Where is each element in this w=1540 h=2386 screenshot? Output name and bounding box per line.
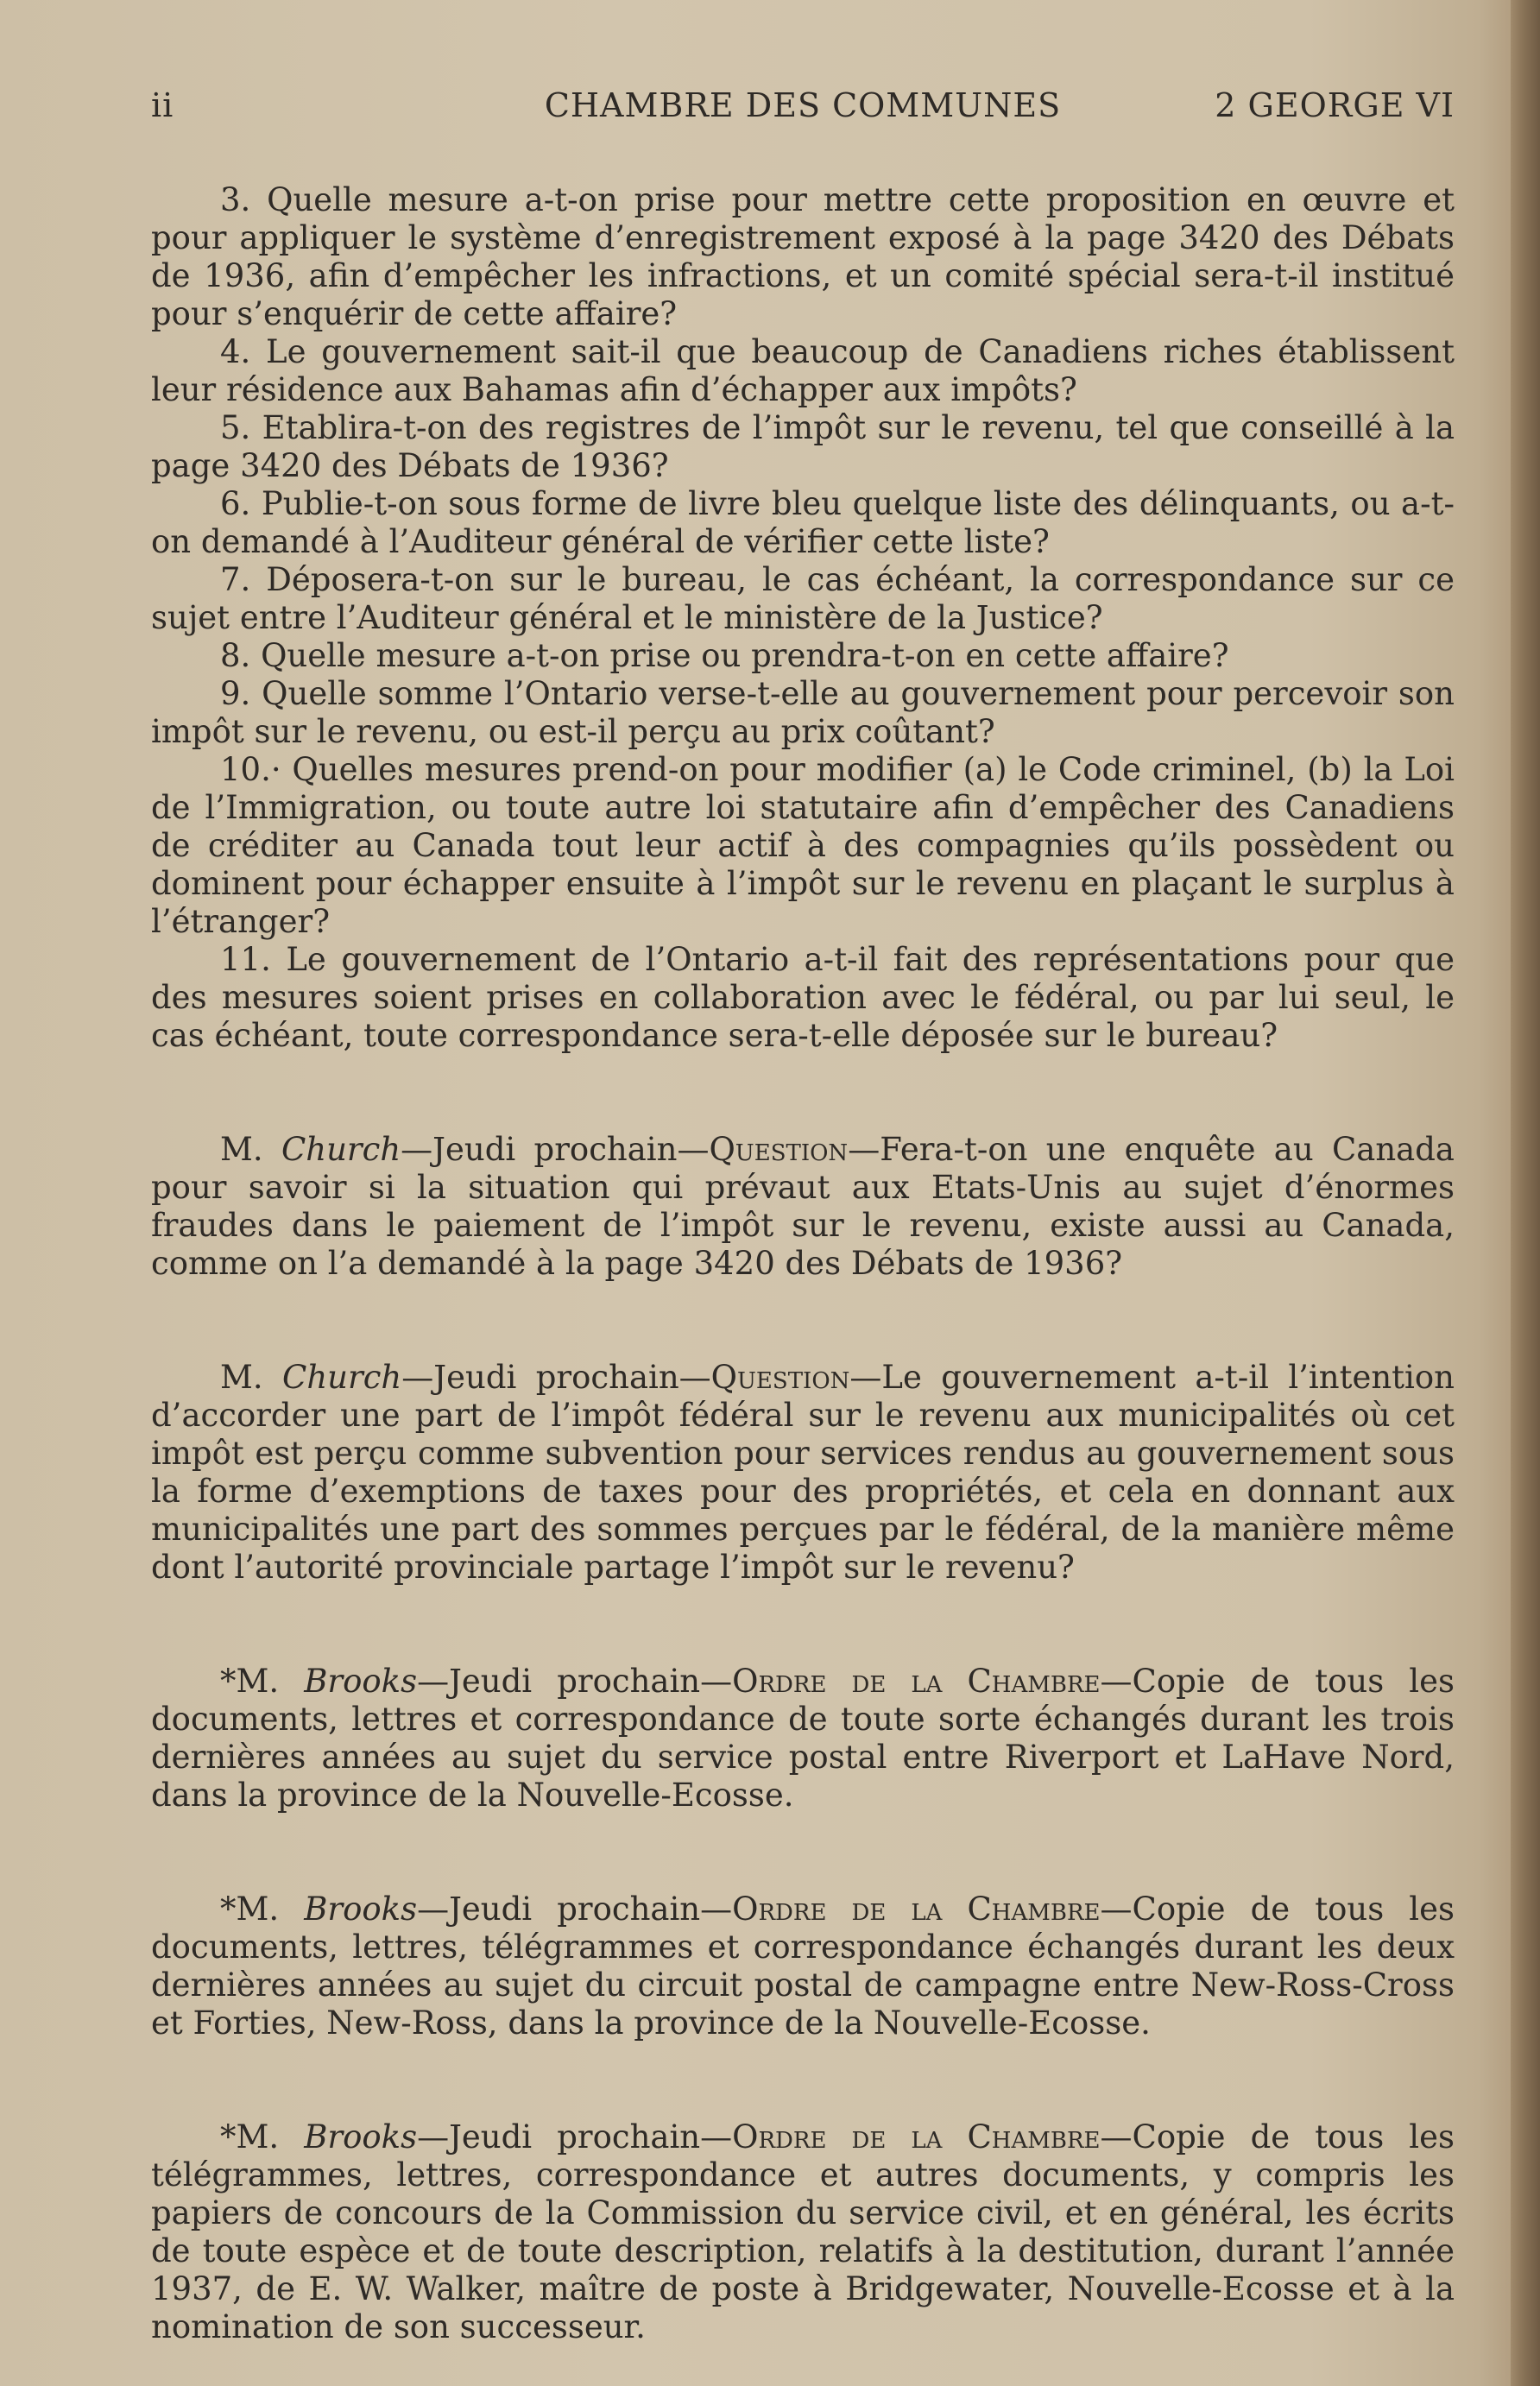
notice-type: Question [710,1359,850,1396]
question-item: 10.· Quelles mesures prend-on pour modifier (a) le Code criminel, (b) la Loi de l’Immigration, ou toute autre loi statutaire afin d’empêcher des Canadiens de créditer au Canada tout leur actif à des compagnies qu’ils possèdent ou dominent pour échapper ensuite à l’impôt sur le revenu en plaçant le surplus à l’étranger? [151,751,1455,940]
header-title: CHAMBRE DES COMMUNES [544,86,1062,124]
notice-date: —Jeudi prochain— [417,2118,733,2156]
notice-date: —Jeudi prochain— [401,1131,710,1168]
notice-brooks-riverport [151,1663,1455,1815]
question-item: 11. Le gouvernement de l’Ontario a-t-il fait des représentations pour que des mesures soient prises en collaboration avec le fédéral, ou par lui seul, le cas échéant, toute correspondance sera-t-elle déposée sur le bureau? [151,941,1455,1054]
member-name: Brooks [304,1663,418,1700]
member-name: Church [282,1359,402,1396]
notice-date: —Jeudi prochain— [417,1663,733,1700]
notice-type: Ordre de la Chambre [732,1890,1101,1928]
page-number: ii [151,86,174,124]
running-header [151,86,1455,138]
notice-text: —Copie de tous les documents, lettres et correspondance de toute sorte échangés durant les trois dernières années au sujet du service postal entre Riverport et LaHave Nord, dans la province de la Nouvelle-Ecosse. [151,1663,1455,1814]
question-item: 8. Quelle mesure a-t-on prise ou prendra-t-on en cette affaire? [220,637,1229,674]
notice-brooks-bridgewater [151,2118,1455,2346]
notice-prefix: *M. [220,2118,305,2156]
notice-type: Ordre de la Chambre [732,1663,1101,1700]
notice-church-municipal-tax [151,1359,1455,1587]
question-item: 4. Le gouvernement sait-il que beaucoup de Canadiens riches établissent leur résidence aux Bahamas afin d’échapper aux impôts? [151,333,1455,408]
notice-type: Ordre de la Chambre [732,2118,1101,2156]
notice-prefix: *M. [220,1890,305,1928]
notice-date: —Jeudi prochain— [401,1359,711,1396]
question-item: 9. Quelle somme l’Ontario verse-t-elle au gouvernement pour percevoir son impôt sur le revenu, ou est-il perçu au prix coûtant? [151,675,1455,750]
header-regnal-year: 2 GEORGE VI [1215,86,1455,124]
member-name: Church [281,1131,401,1168]
notice-prefix: M. [220,1131,281,1168]
page-body [151,181,1455,2346]
member-name: Brooks [304,2118,418,2156]
notice-prefix: M. [220,1359,283,1396]
notice-text: —Fera-t-on une enquête au Canada pour savoir si la situation qui prévaut aux Etats-Unis au sujet d’énormes fraudes dans le paiement de l’impôt sur le revenu, existe aussi au Canada, comme on l’a demandé à la page 3420 des Débats de 1936? [151,1131,1455,1282]
notice-text: —Le gouvernement a-t-il l’intention d’accorder une part de l’impôt fédéral sur le revenu aux municipalités où cet impôt est perçu comme subvention pour services rendus au gouvernement sous la forme d’exemptions de taxes pour des propriétés, et cela en donnant aux municipalités une part des sommes perçues par le fédéral, de la manière même dont l’autorité provinciale partage l’impôt sur le revenu? [151,1359,1455,1586]
page-edge [1511,0,1540,2386]
notice-date: —Jeudi prochain— [417,1890,733,1928]
question-item: 5. Etablira-t-on des registres de l’impôt sur le revenu, tel que conseillé à la page 3420 des Débats de 1936? [151,409,1455,484]
question-item: 3. Quelle mesure a-t-on prise pour mettre cette proposition en œuvre et pour appliquer le système d’enregistrement exposé à la page 3420 des Débats de 1936, afin d’empêcher les infractions, et un comité spécial sera-t-il institué pour s’enquérir de cette affaire? [151,181,1455,332]
question-item: 7. Déposera-t-on sur le bureau, le cas échéant, la correspondance sur ce sujet entre l’Auditeur général et le ministère de la Justice? [151,561,1455,636]
notice-text: —Copie de tous les télégrammes, lettres, correspondance et autres documents, y compris les papiers de concours de la Commission du service civil, et en général, les écrits de toute espèce et de toute description, relatifs à la destitution, durant l’année 1937, de E. W. Walker, maître de poste à Bridgewater, Nouvelle-Ecosse et à la nomination de son successeur. [151,2118,1455,2345]
notice-type: Question [709,1131,849,1168]
notice-church-enquiry [151,1131,1455,1283]
notice-prefix: *M. [220,1663,305,1700]
question-item: 6. Publie-t-on sous forme de livre bleu quelque liste des délinquants, ou a-t-on demandé à l’Auditeur général de vérifier cette liste? [151,485,1455,560]
member-name: Brooks [304,1890,418,1928]
notice-brooks-new-ross [151,1890,1455,2042]
notice-text: —Copie de tous les documents, lettres, télégrammes et correspondance échangés durant les deux dernières années au sujet du circuit postal de campagne entre New-Ross-Cross et Forties, New-Ross, dans la province de la Nouvelle-Ecosse. [151,1890,1455,2042]
